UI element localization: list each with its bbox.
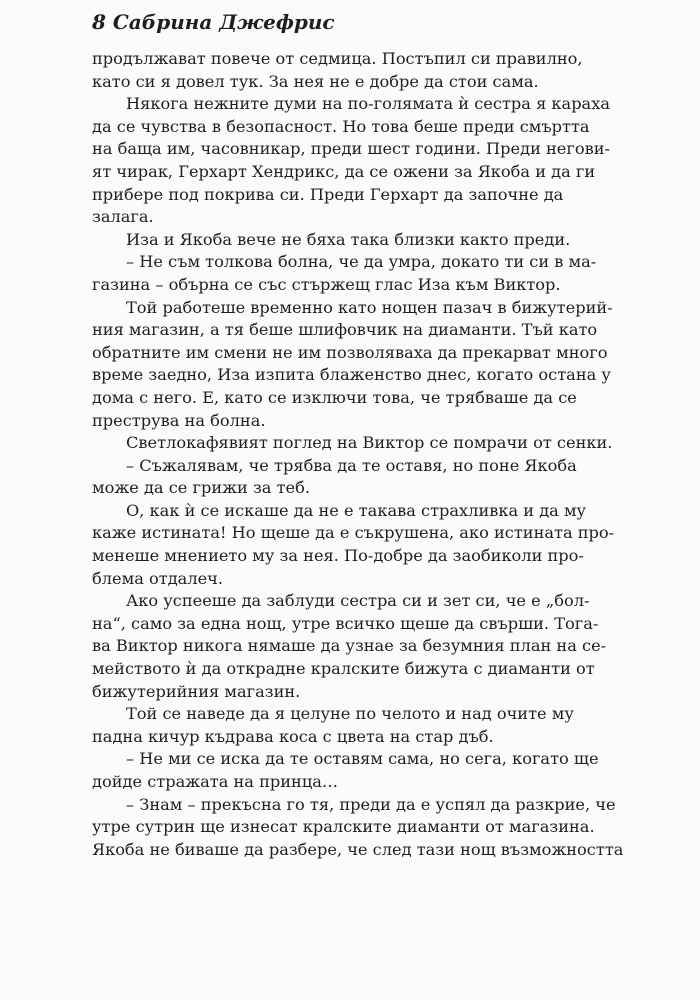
text-line: бижутерийния магазин. bbox=[92, 681, 301, 701]
text-line: ят чирак, Герхарт Хендрикс, да се ожени за Якоба и да ги bbox=[92, 161, 596, 181]
text-line: време заедно, Иза изпита блаженство днес, когато остана у bbox=[92, 365, 611, 385]
text-line: – Знам – прекъсна го тя, преди да е успял да разкрие, че bbox=[126, 794, 616, 814]
text-line: ния магазин, а тя беше шлифовчик на диаманти. Тъй като bbox=[92, 320, 598, 340]
author-name: Сабрина Джефрис bbox=[112, 10, 335, 34]
text-line: – Не съм толкова болна, че да умра, докато ти си в ма- bbox=[126, 252, 597, 272]
running-head bbox=[92, 8, 335, 36]
text-line: дойде стражата на принца… bbox=[92, 772, 339, 791]
text-line: блема отдалеч. bbox=[92, 568, 224, 588]
text-line: утре сутрин ще изнесат кралските диаманти от магазина. bbox=[92, 817, 595, 837]
text-line: дома с него. Е, като се изключи това, че трябваше да се bbox=[92, 387, 577, 407]
text-line: газина – обърна се със стържещ глас Иза към Виктор. bbox=[92, 274, 561, 294]
text-line: залага. bbox=[92, 207, 154, 227]
text-line: – Съжалявам, че трябва да те оставя, но поне Якоба bbox=[126, 455, 577, 475]
text-line: Той работеше временно като нощен пазач в бижутерий- bbox=[126, 297, 613, 317]
text-line: Якоба не биваше да разбере, че след тази нощ възможността bbox=[92, 839, 624, 859]
page-number: 8 bbox=[92, 10, 106, 34]
text-line: О, как ѝ се искаше да не е такава страхливка и да му bbox=[126, 500, 587, 520]
text-line: Той се наведе да я целуне по челото и над очите му bbox=[126, 704, 574, 724]
text-line: като си я довел тук. За нея не е добре да стои сама. bbox=[92, 71, 539, 91]
text-line: да се чувства в безопасност. Но това беше преди смъртта bbox=[92, 116, 590, 136]
text-line: ва Виктор никога нямаше да узнае за безумния план на се- bbox=[92, 636, 607, 656]
body-text bbox=[92, 48, 632, 861]
text-line: Иза и Якоба вече не бяха така близки както преди. bbox=[126, 229, 571, 249]
text-line: на“, само за една нощ, утре всичко щеше да свърши. Тога- bbox=[92, 613, 599, 633]
text-line: падна кичур къдрава коса с цвета на стар дъб. bbox=[92, 726, 494, 746]
text-line: на баща им, часовникар, преди шест години. Преди негови- bbox=[92, 139, 610, 159]
text-line: обратните им смени не им позволяваха да прекарват много bbox=[92, 342, 608, 362]
text-line: каже истината! Но щеше да е съкрушена, ако истината про- bbox=[92, 523, 615, 543]
text-line: – Не ми се иска да те оставям сама, но сега, когато ще bbox=[126, 749, 599, 769]
text-line: Ако успееше да заблуди сестра си и зет си, че е „бол- bbox=[126, 591, 590, 611]
text-line: преструва на болна. bbox=[92, 410, 266, 430]
text-line: прибере под покрива си. Преди Герхарт да започне да bbox=[92, 184, 564, 204]
text-line: Някога нежните думи на по-голямата ѝ сестра я караха bbox=[126, 94, 610, 114]
text-line: продължават повече от седмица. Постъпил си правилно, bbox=[92, 49, 583, 68]
text-line: мейството ѝ да открадне кралските бижута с диаманти от bbox=[92, 659, 595, 679]
text-line: менеше мнението му за нея. По-добре да заобиколи про- bbox=[92, 546, 584, 566]
text-line: Светлокафявият поглед на Виктор се помрачи от сенки. bbox=[126, 433, 613, 453]
text-line: може да се грижи за теб. bbox=[92, 478, 311, 498]
